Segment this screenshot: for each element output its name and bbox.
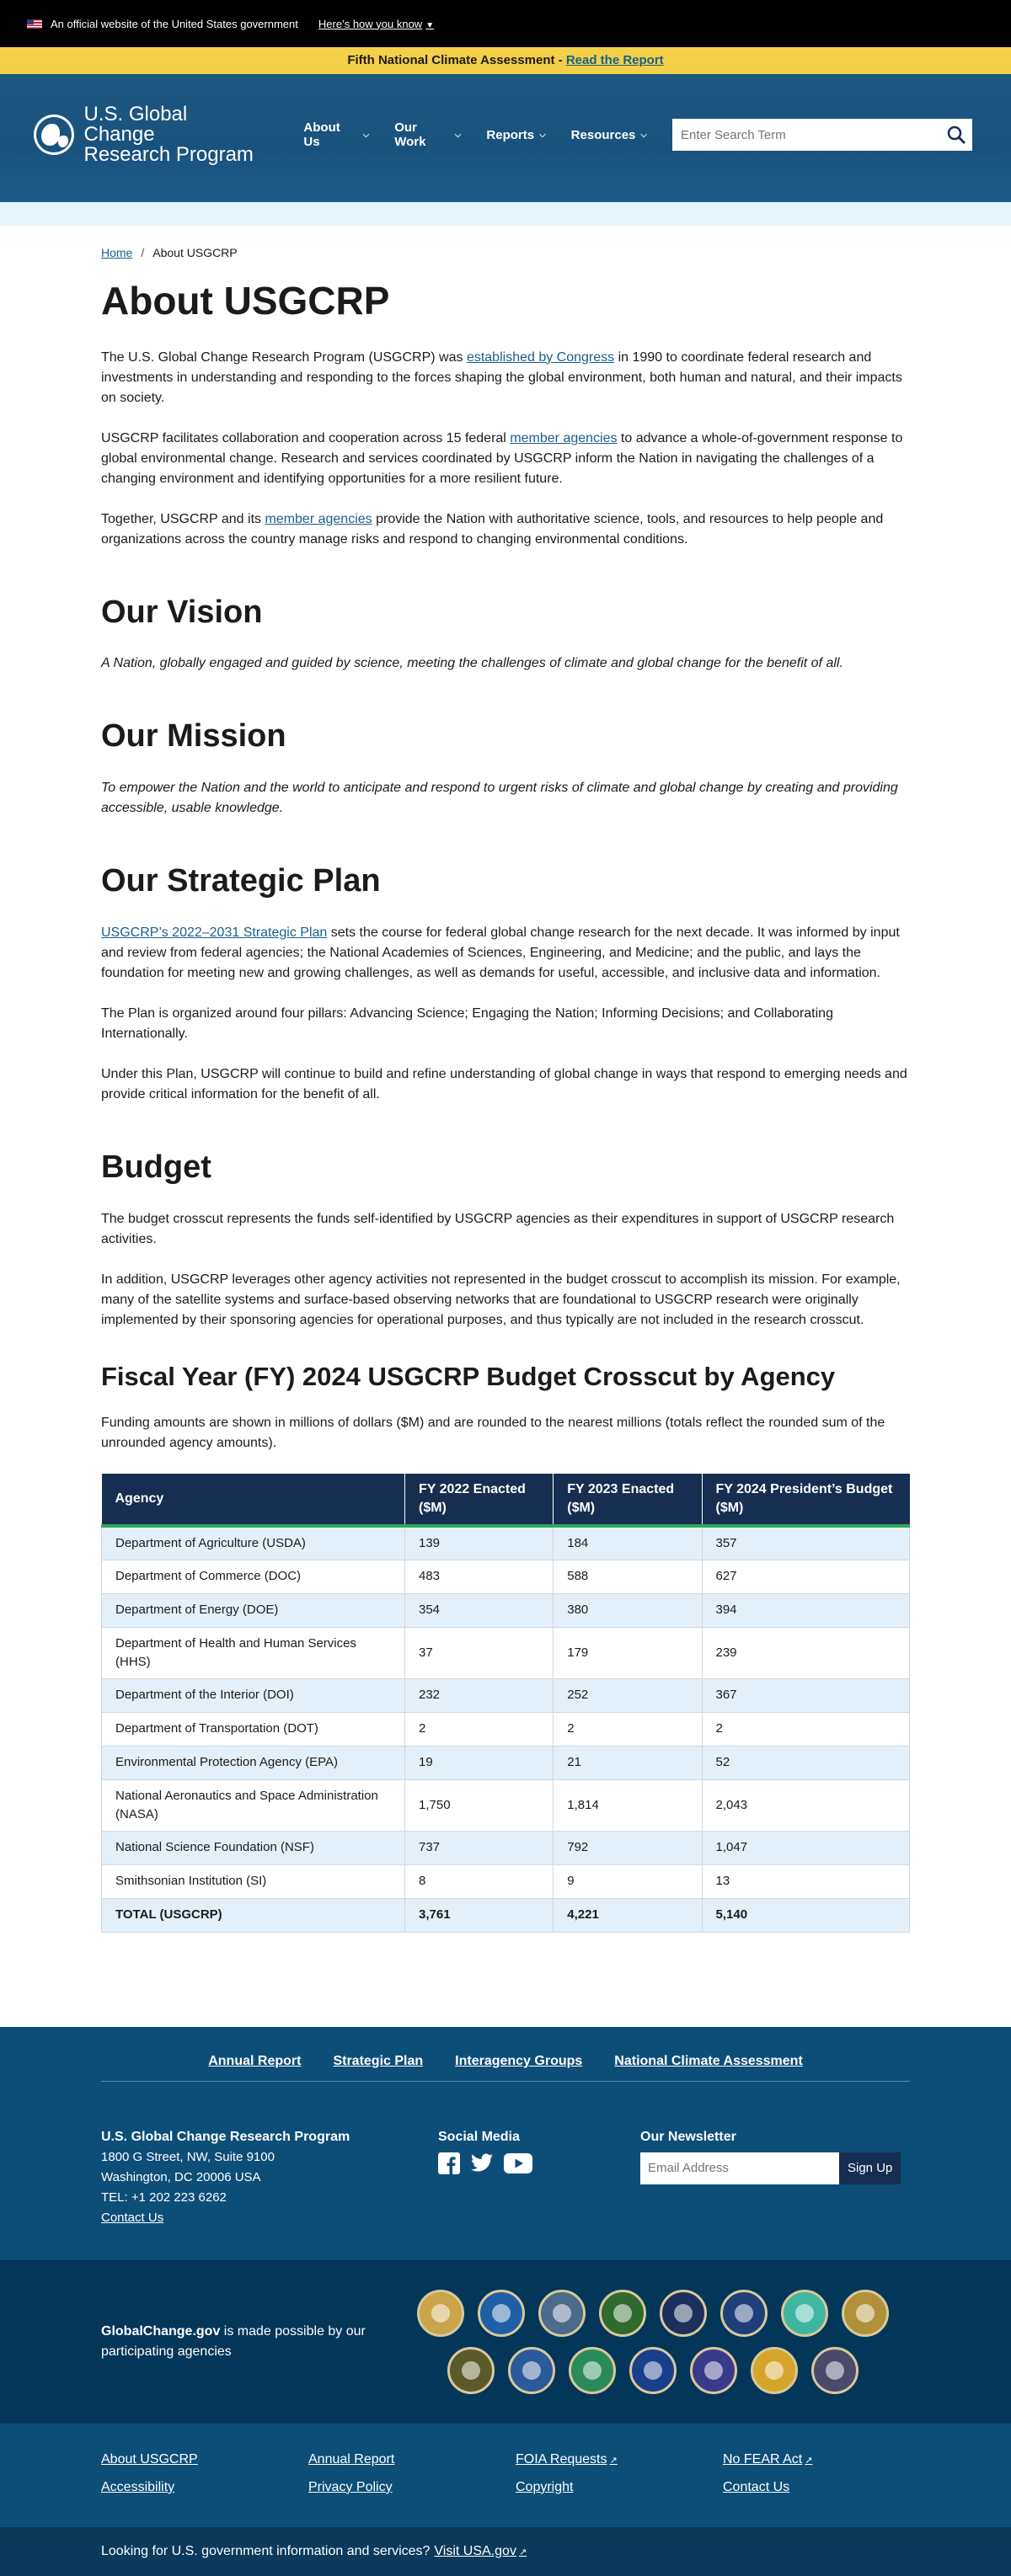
agency-cell: Department of Agriculture (USDA): [102, 1526, 405, 1560]
footer-link-annual-report[interactable]: Annual Report: [208, 2053, 302, 2068]
mission-text: To empower the Nation and the world to anticipate and respond to urgent risks of climate and global change by creating and providing accessible, usable knowledge.: [101, 781, 898, 816]
value-cell: 239: [702, 1627, 910, 1678]
value-cell: 139: [405, 1526, 554, 1560]
column-header-fy2022: FY 2022 Enacted ($M): [405, 1474, 554, 1526]
footer-link-interagency-groups[interactable]: Interagency Groups: [455, 2053, 583, 2068]
search-input[interactable]: [674, 120, 942, 149]
strategic-plan-text: sets the course for federal global change research for the next decade. It was informed by input and review from federal agencies; the National Academies of Sciences, Engineering, and Medicine; and the public, and lays the foundation for meeting new and growing challenges, as well as demands for useful, accessible, and inclusive data and information.: [101, 925, 900, 980]
chevron-down-icon: ⌵: [362, 130, 370, 140]
value-cell: 1,750: [405, 1779, 554, 1831]
site-logo[interactable]: [34, 104, 261, 165]
footer-link-contact[interactable]: Contact Us: [723, 2479, 790, 2494]
intro-text: USGCRP facilitates collaboration and cooperation across 15 federal: [101, 430, 511, 445]
read-report-link[interactable]: Read the Report: [565, 53, 664, 67]
seal-row: [410, 2290, 896, 2337]
nav-label: Our Work: [394, 120, 426, 149]
nav-label: Reports: [486, 127, 535, 142]
usa-gov-strip: [0, 2527, 1011, 2576]
agency-seal-icon[interactable]: [690, 2347, 737, 2394]
agencies-rest-text: is made possible by our participating agencies: [101, 2323, 366, 2359]
vision-text: A Nation, globally engaged and guided by science, meeting the challenges of climate and global change for the benefit of all.: [101, 656, 843, 671]
value-cell: 8: [405, 1864, 554, 1898]
newsletter-heading: Our Newsletter: [640, 2129, 736, 2144]
usa-gov-text: Looking for U.S. government information and services?: [101, 2543, 431, 2558]
value-cell: 367: [702, 1678, 910, 1712]
budget-table: [101, 1474, 910, 1933]
strategic-plan-paragraph-3: Under this Plan, USGCRP will continue to build and refine understanding of global change in ways that respond to emerging needs and provide critical information for the benefit of all.: [101, 1066, 907, 1101]
agency-seal-icon[interactable]: [417, 2290, 464, 2337]
value-cell: 52: [702, 1746, 910, 1779]
agency-seal-icon[interactable]: [811, 2347, 859, 2394]
chevron-down-icon: ⌵: [539, 130, 546, 140]
value-cell: 483: [405, 1560, 554, 1593]
logo-line-2: Research Program: [83, 143, 254, 166]
breadcrumb-current: About USGCRP: [152, 246, 238, 259]
header-stripe: [0, 202, 1011, 226]
globalchange-name: GlobalChange.gov: [101, 2323, 221, 2339]
footer-newsletter: [640, 2127, 901, 2228]
site-footer: [0, 2027, 1011, 2576]
agencies-text: [101, 2322, 396, 2362]
table-row: [102, 1678, 910, 1712]
table-row: [102, 1712, 910, 1746]
total-label-cell: TOTAL (USGCRP): [102, 1898, 405, 1932]
usa-gov-link[interactable]: [434, 2544, 527, 2559]
strategic-plan-paragraph-2: The Plan is organized around four pillars: Advancing Science; Engaging the Nation; Informing Decisions; and Collaborating Internationally.: [101, 1005, 833, 1041]
budget-paragraph-1: The budget crosscut represents the funds self-identified by USGCRP agencies as their expenditures in support of USGCRP research activities.: [101, 1211, 895, 1246]
value-cell: 21: [554, 1746, 702, 1779]
value-cell: 1,047: [702, 1831, 910, 1864]
newsletter-form: [640, 2152, 901, 2184]
table-row: [102, 1560, 910, 1593]
table-row: [102, 1593, 910, 1627]
budget-paragraph-2: In addition, USGCRP leverages other agency activities not represented in the budget crosscut to accomplish its mission. For example, many of the satellite systems and surface-based observing networks that are foundational to USGCRP research were originally implemented by their sponsoring agencies for operational purposes, and thus typically are not included in the research crosscut.: [101, 1272, 901, 1327]
email-field[interactable]: [640, 2152, 839, 2184]
youtube-icon[interactable]: [504, 2153, 532, 2173]
sign-up-button[interactable]: Sign Up: [839, 2152, 901, 2184]
total-value-cell: 3,761: [405, 1898, 554, 1932]
page-title: About USGCRP: [101, 279, 390, 323]
value-cell: 9: [554, 1864, 702, 1898]
value-cell: 232: [405, 1678, 554, 1712]
footer-secondary-links: [0, 2424, 1011, 2527]
agency-seal-icon[interactable]: [720, 2290, 768, 2337]
footer-address-line-1: 1800 G Street, NW, Suite 9100: [101, 2149, 275, 2164]
agency-cell: Smithsonian Institution (SI): [102, 1864, 405, 1898]
footer-primary-links: [0, 2027, 1011, 2072]
total-value-cell: 4,221: [554, 1898, 702, 1932]
no-fear-label: No FEAR Act: [723, 2451, 803, 2467]
footer-link-privacy[interactable]: Privacy Policy: [308, 2479, 393, 2494]
table-total-row: [102, 1898, 910, 1932]
column-header-agency: Agency: [102, 1474, 405, 1526]
gov-banner: [0, 0, 1011, 47]
intro-text: in 1990 to coordinate federal research and investments in understanding and responding to the forces shaping the global environment, both human and natural, and their impacts on society.: [101, 349, 902, 405]
logo-line-1: U.S. Global Change: [83, 103, 188, 146]
value-cell: 179: [554, 1627, 702, 1678]
strategic-plan-heading: Our Strategic Plan: [101, 863, 381, 899]
value-cell: 792: [554, 1831, 702, 1864]
strategic-plan-link[interactable]: USGCRP’s 2022–2031 Strategic Plan: [101, 925, 328, 940]
agency-cell: Department of Energy (DOE): [102, 1593, 405, 1627]
intro-paragraph-3: [101, 509, 910, 550]
breadcrumb: [101, 246, 910, 259]
total-value-cell: 5,140: [702, 1898, 910, 1932]
chevron-down-icon: ⌵: [640, 130, 647, 140]
footer-contact-link[interactable]: Contact Us: [101, 2210, 164, 2225]
established-by-congress-link[interactable]: established by Congress: [466, 349, 615, 365]
intro-text: provide the Nation with authoritative science, tools, and resources to help people and organizations across the country manage risks and respond to changing environmental conditions.: [101, 511, 884, 547]
footer-main: [0, 2082, 1011, 2260]
table-row: [102, 1864, 910, 1898]
footer-link-annual-report-2[interactable]: Annual Report: [308, 2451, 395, 2467]
value-cell: 184: [554, 1526, 702, 1560]
facebook-icon[interactable]: [438, 2152, 460, 2174]
nca5-alert: [0, 47, 1011, 74]
footer-phone: TEL: +1 202 223 6262: [101, 2189, 227, 2205]
agency-cell: National Aeronautics and Space Administration (NASA): [102, 1779, 405, 1831]
value-cell: 737: [405, 1831, 554, 1864]
member-agencies-link[interactable]: member agencies: [265, 511, 372, 526]
value-cell: 627: [702, 1560, 910, 1593]
value-cell: 588: [554, 1560, 702, 1593]
table-row: [102, 1627, 910, 1678]
footer-link-accessibility[interactable]: Accessibility: [101, 2479, 175, 2494]
footer-address-line-2: Washington, DC 20006 USA: [101, 2169, 261, 2184]
vision-heading: Our Vision: [101, 594, 263, 630]
external-link-icon: ↗: [609, 2455, 618, 2466]
foia-label: FOIA Requests: [516, 2451, 607, 2467]
value-cell: 2: [405, 1712, 554, 1746]
footer-address: [101, 2127, 438, 2228]
agency-cell: Department of the Interior (DOI): [102, 1678, 405, 1712]
budget-heading: Budget: [101, 1149, 211, 1185]
column-header-fy2024: FY 2024 President’s Budget ($M): [702, 1474, 910, 1526]
footer-social: [438, 2127, 640, 2228]
logo-text: [84, 104, 262, 165]
search-button[interactable]: [942, 120, 971, 149]
agency-seal-icon[interactable]: [599, 2290, 646, 2337]
social-icons: [438, 2152, 640, 2174]
external-link-icon: ↗: [518, 2547, 527, 2557]
participating-agencies: [0, 2260, 1011, 2424]
table-row: [102, 1526, 910, 1560]
agency-seal-icon[interactable]: [538, 2290, 586, 2337]
intro-text: Together, USGCRP and its: [101, 511, 265, 526]
how-you-know-link[interactable]: [318, 18, 434, 30]
mission-heading: Our Mission: [101, 718, 286, 755]
breadcrumb-separator: /: [141, 246, 145, 259]
agency-seal-icon[interactable]: [842, 2290, 889, 2337]
social-heading: Social Media: [438, 2129, 520, 2144]
main-content: [0, 226, 1011, 1933]
nav-reports[interactable]: [486, 120, 545, 149]
table-row: [102, 1831, 910, 1864]
value-cell: 380: [554, 1593, 702, 1627]
agency-seal-icon[interactable]: [478, 2290, 525, 2337]
value-cell: 2,043: [702, 1779, 910, 1831]
external-link-icon: ↗: [805, 2455, 813, 2466]
twitter-icon[interactable]: [470, 2153, 494, 2173]
footer-link-strategic-plan[interactable]: Strategic Plan: [333, 2053, 424, 2068]
footer-link-copyright[interactable]: Copyright: [516, 2479, 574, 2494]
globe-logo-icon: [34, 115, 74, 155]
gov-banner-text: An official website of the United States government: [51, 17, 298, 30]
footer-link-foia[interactable]: [516, 2451, 723, 2470]
intro-paragraph-2: [101, 429, 910, 489]
breadcrumb-home[interactable]: Home: [101, 246, 133, 259]
agency-seal-icon[interactable]: [508, 2347, 555, 2394]
chevron-down-icon: ⌵: [454, 130, 462, 140]
agency-cell: Department of Health and Human Services (HHS): [102, 1627, 405, 1678]
agency-seal-icon[interactable]: [781, 2290, 828, 2337]
agency-cell: Department of Commerce (DOC): [102, 1560, 405, 1593]
column-header-fy2023: FY 2023 Enacted ($M): [554, 1474, 702, 1526]
value-cell: 13: [702, 1864, 910, 1898]
agency-cell: Environmental Protection Agency (EPA): [102, 1746, 405, 1779]
value-cell: 37: [405, 1627, 554, 1678]
nav-label: Resources: [570, 127, 636, 142]
value-cell: 354: [405, 1593, 554, 1627]
footer-link-nca[interactable]: National Climate Assessment: [614, 2053, 803, 2068]
agency-seal-icon[interactable]: [629, 2347, 677, 2394]
site-search: [672, 119, 972, 151]
strategic-plan-paragraph-1: [101, 923, 910, 984]
chevron-down-icon: ▼: [425, 20, 435, 30]
intro-text: The U.S. Global Change Research Program (USGCRP) was: [101, 349, 467, 365]
footer-org-name: U.S. Global Change Research Program: [101, 2129, 350, 2144]
value-cell: 357: [702, 1526, 910, 1560]
nav-resources[interactable]: [571, 120, 647, 149]
how-you-know-label: Here’s how you know: [318, 17, 423, 30]
agency-seals: [396, 2285, 910, 2399]
search-icon: [946, 125, 966, 145]
value-cell: 19: [405, 1746, 554, 1779]
site-header: [0, 74, 1011, 202]
agency-seal-icon[interactable]: [569, 2347, 616, 2394]
us-flag-icon: [27, 19, 42, 29]
nav-about-us[interactable]: [303, 120, 369, 149]
agency-seal-icon[interactable]: [447, 2347, 495, 2394]
intro-paragraph-1: [101, 348, 910, 408]
table-row: [102, 1779, 910, 1831]
usa-gov-label: Visit USA.gov: [434, 2543, 516, 2558]
agency-cell: Department of Transportation (DOT): [102, 1712, 405, 1746]
seal-row: [441, 2347, 865, 2394]
table-header-row: [102, 1474, 910, 1526]
table-row: [102, 1746, 910, 1779]
nav-our-work[interactable]: [394, 120, 461, 149]
value-cell: 394: [702, 1593, 910, 1627]
value-cell: 252: [554, 1678, 702, 1712]
agency-seal-icon[interactable]: [751, 2347, 798, 2394]
footer-link-about[interactable]: About USGCRP: [101, 2451, 198, 2467]
alert-text: Fifth National Climate Assessment -: [347, 53, 566, 67]
member-agencies-link[interactable]: member agencies: [510, 430, 618, 445]
agency-cell: National Science Foundation (NSF): [102, 1831, 405, 1864]
agency-seal-icon[interactable]: [660, 2290, 707, 2337]
intro-text: to advance a whole-of-government response to global environmental change. Research and services coordinated by USGCRP inform the Nation in navigating the challenges of a changing environment and identifying opportunities for a more resilient future.: [101, 430, 903, 486]
value-cell: 2: [702, 1712, 910, 1746]
main-nav: [303, 120, 672, 149]
value-cell: 2: [554, 1712, 702, 1746]
nav-label: About Us: [303, 120, 340, 149]
budget-table-heading: Fiscal Year (FY) 2024 USGCRP Budget Crosscut by Agency: [101, 1361, 836, 1391]
footer-link-no-fear[interactable]: [723, 2451, 930, 2470]
value-cell: 1,814: [554, 1779, 702, 1831]
budget-table-note: Funding amounts are shown in millions of dollars ($M) and are rounded to the nearest millions (totals reflect the rounded sum of the unrounded agency amounts).: [101, 1415, 885, 1450]
